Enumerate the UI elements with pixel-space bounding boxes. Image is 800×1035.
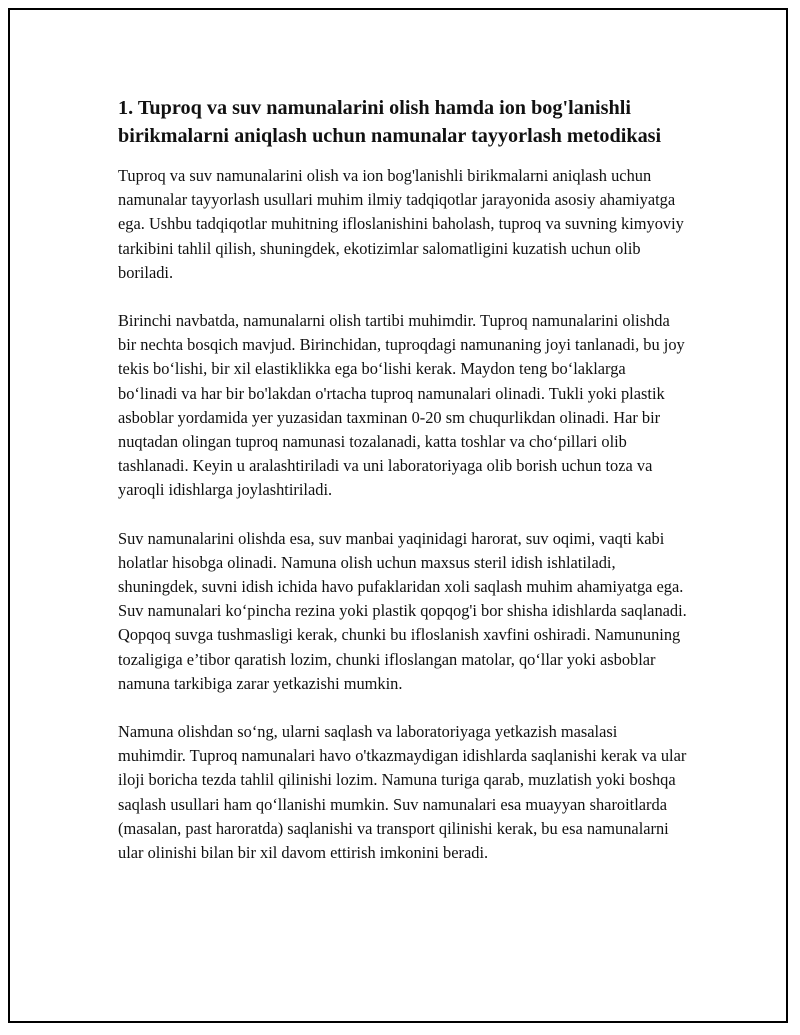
paragraph-storage-transport: Namuna olishdan so‘ng, ularni saqlash va laboratoriyaga yetkazish masalasi muhimdir. Tuproq namunalari havo o'tkazmaydigan idishlarda saqlanishi kerak va ular iloji boricha tezda tahlil qilinishi lozim. Namuna turiga qarab, muzlatish yoki boshqa saqlash usullari ham qo‘llanishi mumkin. Suv namunalari esa muayyan sharoitlarda (masalan, past haroratda) saqlanishi va transport qilinishi kerak, bu esa namunalarni ular olinishi bilan bir xil davom ettirish imkonini beradi. [118,722,687,863]
paragraph-intro: Tuproq va suv namunalarini olish va ion bog'lanishli birikmalarni aniqlash uchun namunalar tayyorlash usullari muhim ilmiy tadqiqotlar jarayonida asosiy ahamiyatga ega. Ushbu tadqiqotlar muhitning ifloslanishini baholash, tuproq va suvning kimyoviy tarkibini tahlil qilish, shuningdek, ekotizimlar salomatligini kuzatish uchun olib boriladi. [118,166,684,282]
document-body [118,94,688,889]
paragraph-soil-sampling: Birinchi navbatda, namunalarni olish tartibi muhimdir. Tuproq namunalarini olishda bir nechta bosqich mavjud. Birinchidan, tuproqdagi namunaning joyi tanlanadi, bu joy tekis bo‘lishi, bir xil elastiklikka ega bo‘lishi kerak. Maydon teng bo‘laklarga bo‘linadi va har bir bo'lakdan o'rtacha tuproq namunalari olinadi. Tukli yoki plastik asboblar yordamida yer yuzasidan taxminan 0-20 sm chuqurlikdan olinadi. Har bir nuqtadan olingan tuproq namunasi tozalanadi, katta toshlar va cho‘pillari olib tashlanadi. Keyin u aralashtiriladi va uni laboratoriyaga olib borish uchun toza va yaroqli idishlarga joylashtiriladi. [118,311,685,500]
paragraph-water-sampling: Suv namunalarini olishda esa, suv manbai yaqinidagi harorat, suv oqimi, vaqti kabi holatlar hisobga olinadi. Namuna olish uchun maxsus steril idish ishlatiladi, shuningdek, suvni idish ichida havo pufaklaridan xoli saqlash muhim ahamiyatga ega. Suv namunalari ko‘pincha rezina yoki plastik qopqog'i bor shisha idishlarda saqlanadi. Qopqoq suvga tushmasligi kerak, chunki bu ifloslanish xavfini oshiradi. Namununing tozaligiga e’tibor qaratish lozim, chunki ifloslangan matolar, qo‘llar yoki asboblar namuna tarkibiga zarar yetkazishi mumkin. [118,528,687,693]
section-title: 1. Tuproq va suv namunalarini olish hamda ion bog'lanishli birikmalarni aniqlash uchun namunalar tayyorlash metodikasi [118,97,662,147]
